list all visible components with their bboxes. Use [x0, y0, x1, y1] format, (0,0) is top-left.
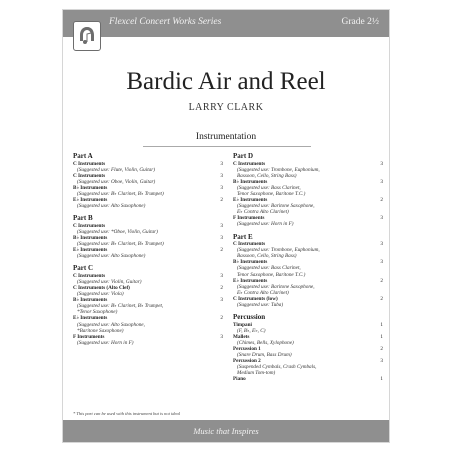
instrument-entry — [73, 235, 223, 247]
suggested-use: (Suggested use: Baritone Saxophone, — [237, 203, 315, 210]
suggested-use: (Suggested use: Tuba) — [237, 301, 284, 308]
instrument-name: E♭ Instruments — [73, 247, 108, 254]
instrument-entry — [73, 297, 223, 315]
footnote: * This part can be used with this instrument but is not ideal — [73, 411, 181, 416]
instrument-quantity: 3 — [380, 358, 383, 365]
series-name: Flexcel Concert Works Series — [109, 17, 222, 27]
instrument-entry — [233, 179, 383, 197]
instrument-entry — [73, 247, 223, 259]
suggested-use: Tenor Saxophone, Baritone T.C.) — [237, 271, 306, 278]
part-title: Part B — [73, 214, 93, 223]
suggested-use: (F, B♭, E♭, C) — [237, 327, 266, 334]
suggested-use: (Suggested use: Oboe, Violin, Guitar) — [77, 178, 156, 185]
suggested-use: Medium Tom-tom) — [237, 370, 276, 377]
instrument-entry — [73, 273, 223, 285]
suggested-use: *Tenor Saxophone) — [77, 309, 118, 316]
suggested-use: (Suggested use: Alto Saxophone, — [77, 321, 145, 328]
instrumentation-column-left — [73, 152, 223, 351]
instrument-quantity: 3 — [220, 160, 223, 167]
instrument-entry — [73, 334, 223, 346]
instrument-quantity: 2 — [220, 315, 223, 322]
instrumentation-column-right — [233, 152, 383, 388]
suggested-use: (Suggested use: B♭ Clarinet, B♭ Trumpet, — [77, 303, 164, 310]
instrument-quantity: 2 — [380, 295, 383, 302]
part-title: Part A — [73, 152, 93, 160]
instrument-part — [233, 233, 383, 309]
instrument-part — [73, 152, 223, 209]
suggested-use: E♭ Contra Alto Clarinet) — [237, 209, 289, 216]
instrumentation-heading: Instrumentation — [195, 132, 257, 142]
instrument-quantity: 2 — [380, 277, 383, 284]
instrument-name: C Instruments (low) — [233, 295, 278, 302]
instrument-name: C Instruments — [73, 172, 106, 179]
instrument-part — [233, 313, 383, 382]
grade-level: Grade 2½ — [341, 17, 379, 27]
instrument-entry — [233, 259, 383, 277]
instrument-quantity: 3 — [380, 160, 383, 167]
suggested-use: (Suggested use: Bass Clarinet, — [237, 184, 301, 191]
instrument-name: B♭ Instruments — [73, 297, 108, 304]
instrument-name: E♭ Instruments — [73, 197, 108, 204]
suggested-use: (Suggested use: Bass Clarinet, — [237, 265, 301, 272]
suggested-use: (Suggested use: Horn in F) — [77, 339, 134, 346]
instrument-quantity: 2 — [380, 345, 383, 352]
instrument-entry — [233, 278, 383, 296]
instrument-name: Mallets — [233, 333, 250, 340]
score-cover-page — [62, 9, 390, 443]
instrument-entry — [233, 334, 383, 346]
instrument-quantity: 2 — [220, 247, 223, 254]
suggested-use: (Suggested use: Trombone, Euphonium, — [237, 166, 320, 173]
part-title: Part C — [73, 264, 94, 273]
instrument-quantity: 3 — [380, 178, 383, 185]
instrument-name: F Instruments — [73, 333, 105, 340]
instrument-name: C Instruments — [233, 241, 266, 248]
suggested-use: (Suggested use: Alto Saxophone) — [77, 253, 146, 260]
instrument-entry — [233, 346, 383, 358]
instrument-part — [73, 264, 223, 346]
instrument-entry — [233, 358, 383, 376]
suggested-use: (Suggested use: *Oboe, Violin, Guitar) — [77, 228, 158, 235]
suggested-use: (Suggested use: Trombone, Euphonium, — [237, 247, 320, 254]
instrument-entry — [233, 241, 383, 259]
part-title: Percussion — [233, 313, 266, 322]
instrument-quantity: 3 — [220, 172, 223, 179]
instrument-entry — [73, 173, 223, 185]
suggested-use: (Suggested use: Alto Saxophone) — [77, 203, 146, 210]
instrument-entry — [233, 215, 383, 227]
suggested-use: Bassoon, Cello, String Bass) — [237, 172, 297, 179]
suggested-use: Bassoon, Cello, String Bass) — [237, 253, 297, 260]
instrument-name: Timpani — [233, 321, 252, 328]
suggested-use: *Baritone Saxophone) — [77, 327, 124, 334]
instrument-name: Percussion 1 — [233, 345, 261, 352]
instrument-quantity: 3 — [220, 297, 223, 304]
instrument-part — [73, 214, 223, 259]
suggested-use: (Suggested use: Horn in F) — [237, 221, 294, 228]
instrument-quantity: 2 — [220, 197, 223, 204]
instrument-quantity: 1 — [380, 333, 383, 340]
instrument-entry — [73, 161, 223, 173]
instrument-quantity: 3 — [220, 222, 223, 229]
instrument-quantity: 3 — [380, 215, 383, 222]
instrument-name: E♭ Instruments — [233, 197, 268, 204]
instrument-entry — [233, 322, 383, 334]
instrument-name: C Instruments (Alto Clef) — [73, 285, 130, 291]
instrument-quantity: 3 — [220, 272, 223, 279]
suggested-use: E♭ Contra Alto Clarinet) — [237, 289, 289, 296]
instrument-entry — [73, 285, 223, 297]
tagline: Music that Inspires — [193, 426, 259, 436]
instrument-part — [233, 152, 383, 228]
instrument-quantity: 2 — [220, 285, 223, 291]
suggested-use: (Suggested use: B♭ Clarinet, B♭ Trumpet) — [77, 241, 164, 248]
suggested-use: (Suggested use: Baritone Saxophone, — [237, 283, 315, 290]
instrument-entry — [233, 296, 383, 308]
instrument-quantity: 1 — [380, 321, 383, 328]
instrument-name: E♭ Instruments — [73, 315, 108, 322]
suggested-use: (Chimes, Bells, Xylophone) — [237, 339, 294, 346]
suggested-use: (Suggested use: Violin, Guitar) — [77, 278, 142, 285]
instrument-entry — [73, 315, 223, 333]
instrument-name: F Instruments — [233, 215, 265, 222]
instrument-name: E♭ Instruments — [233, 277, 268, 284]
instrument-quantity: 3 — [380, 241, 383, 248]
divider — [143, 146, 311, 147]
instrument-quantity: 2 — [380, 197, 383, 204]
instrument-entry — [73, 197, 223, 209]
instrument-name: C Instruments — [73, 160, 106, 167]
instrument-name: Piano — [233, 376, 246, 383]
instrument-quantity: 3 — [220, 184, 223, 191]
suggested-use: Tenor Saxophone, Baritone T.C.) — [237, 190, 306, 197]
composer-name: LARRY CLARK — [188, 102, 264, 113]
instrument-name: B♭ Instruments — [73, 234, 108, 241]
suggested-use: (Suggested use: B♭ Clarinet, B♭ Trumpet) — [77, 190, 164, 197]
instrument-name: B♭ Instruments — [233, 178, 268, 185]
instrument-entry — [233, 197, 383, 215]
instrument-quantity: 3 — [380, 259, 383, 266]
instrument-name: C Instruments — [73, 272, 106, 279]
instrument-name: B♭ Instruments — [233, 259, 268, 266]
suggested-use: (Suspended Cymbals, Crash Cymbals, — [237, 364, 317, 371]
instrument-entry — [233, 161, 383, 179]
instrument-name: C Instruments — [233, 160, 266, 167]
suggested-use: (Suggested use: Viola) — [77, 291, 124, 298]
part-title: Part E — [233, 232, 253, 241]
instrument-name: B♭ Instruments — [73, 184, 108, 191]
piece-title: Bardic Air and Reel — [126, 68, 326, 95]
instrument-entry — [73, 223, 223, 235]
suggested-use: (Suggested use: Flute, Violin, Guitar) — [77, 166, 155, 173]
suggested-use: (Snare Drum, Bass Drum) — [237, 352, 292, 359]
instrument-quantity: 1 — [380, 376, 383, 383]
instrument-name: C Instruments — [73, 222, 106, 229]
header-bar — [63, 10, 389, 37]
instrument-entry — [73, 185, 223, 197]
instrument-quantity: 3 — [220, 333, 223, 340]
footer-bar — [63, 420, 389, 442]
instrument-entry — [233, 376, 383, 382]
instrument-name: Percussion 2 — [233, 358, 261, 365]
instrument-quantity: 3 — [220, 234, 223, 241]
part-title: Part D — [233, 152, 254, 160]
publisher-logo-icon — [73, 21, 101, 51]
